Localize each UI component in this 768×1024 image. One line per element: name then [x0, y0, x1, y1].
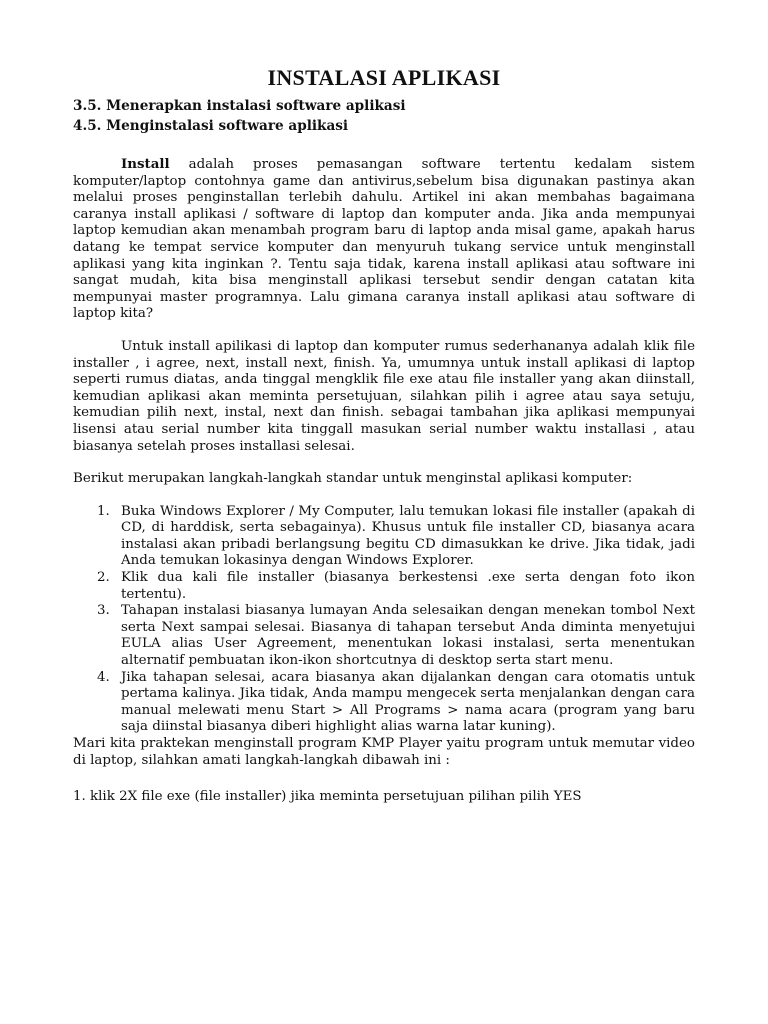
list-item — [97, 503, 695, 570]
intro-bold-term: Install — [121, 156, 170, 172]
intro-text: adalah proses pemasangan software tertentu kedalam sistem komputer/laptop contohnya game dan antivirus,sebelum bisa digunakan pastinya akan melalui proses penginstallan terlebih dahulu. Artikel ini akan membahas bagaimana caranya install aplikasi / software di laptop dan komputer anda. Jika anda mempunyai laptop kemudian akan menambah program baru di laptop anda misal game, apakah harus datang ke tempat service komputer dan menyuruh tukang service untuk menginstall aplikasi yang kita inginkan ?. Tentu saja tidak, karena install aplikasi atau software ini sangat mudah, kita bisa menginstall aplikasi tersebut sendir dengan catatan kita mempunyai master programnya. Lalu gimana caranya install aplikasi atau software di laptop kita? — [73, 157, 695, 322]
step-text: Klik dua kali file installer (biasanya berkestensi .exe serta dengan foto ikon tertentu). — [121, 570, 695, 602]
subheading-3-5: 3.5. Menerapkan instalasi software aplikasi — [73, 98, 406, 114]
page-title: INSTALASI APLIKASI — [267, 65, 501, 90]
step-number: 3. — [97, 603, 110, 619]
step-text: Jika tahapan selesai, acara biasanya akan dijalankan dengan cara otomatis untuk pertama kalinya. Jika tidak, Anda mampu mengecek serta menjalankan dengan cara manual melewati menu Start > All Programs > nama acara (program yang baru saja diinstal biasanya diberi highlight alias warna latar kuning). — [121, 669, 695, 735]
paragraph-install-formula: Untuk install apilikasi di laptop dan komputer rumus sederhananya adalah klik file installer , i agree, next, install next, finish. Ya, umumnya untuk install aplikasi di laptop seperti rumus diatas, anda tinggal mengklik file exe atau file installer yang akan diinstall, kemudian aplikasi akan meminta persetujuan, silahkan pilih i agree atau saya setuju, kemudian pilih next, instal, next dan finish. sebagai tambahan jika aplikasi mempunyai lisensi atau serial number kita tinggall masukan serial number waktu installasi , atau biasanya setelah proses installasi selesai. — [73, 338, 695, 454]
step-number: 1. — [97, 503, 110, 519]
subheading-4-5: 4.5. Menginstalasi software aplikasi — [73, 118, 349, 134]
install-steps-list — [73, 504, 695, 736]
list-item — [97, 603, 695, 669]
document-page — [73, 64, 695, 819]
list-item — [97, 570, 695, 603]
step-number: 4. — [97, 669, 110, 685]
kmp-step-1: 1. klik 2X file exe (file installer) jika meminta persetujuan pilihan pilih YES — [73, 789, 582, 805]
list-item — [97, 669, 695, 736]
step-number: 2. — [97, 570, 110, 586]
intro-paragraph — [73, 156, 695, 323]
paragraph-kmp-player: Mari kita praktekan menginstall program KMP Player yaitu program untuk memutar video di laptop, silahkan amati langkah-langkah dibawah ini : — [73, 736, 695, 768]
step-text: Buka Windows Explorer / My Computer, lalu temukan lokasi file installer (apakah di CD, di harddisk, serta sebagainya). Khusus untuk file installer CD, biasanya acara instalasi akan pribadi berlangsung begitu CD dimasukkan ke drive. Jika tidak, jadi Anda temukan lokasinya dengan Windows Explorer. — [121, 503, 695, 569]
step-text: Tahapan instalasi biasanya lumayan Anda selesaikan dengan menekan tombol Next serta Next sampai selesai. Biasanya di tahapan tersebut Anda diminta menyetujui EULA alias User Agreement, menentukan lokasi instalasi, serta menentukan alternatif pembuatan ikon-ikon shortcutnya di desktop serta start menu. — [121, 603, 695, 669]
paragraph-steps-intro: Berikut merupakan langkah-langkah standar untuk menginstal aplikasi komputer: — [73, 471, 633, 487]
